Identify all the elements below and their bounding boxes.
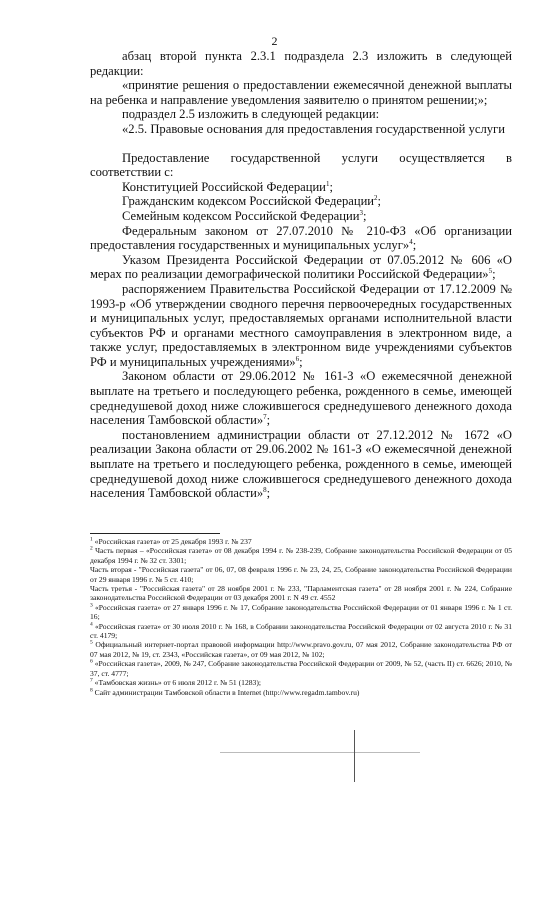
paragraph-text: Указом Президента Российской Федерации от 07.05.2012 № 606 «О мерах по реализации демографической политики Российской Федерации»: [90, 252, 512, 282]
footnote-number: 1: [90, 536, 93, 543]
footnote-number: 7: [90, 677, 93, 684]
paragraph-tail: ;: [299, 354, 303, 369]
paragraph: [90, 151, 512, 180]
footnotes: [90, 537, 512, 697]
footnote-number: 3: [90, 602, 93, 609]
paragraph-text: подраздел 2.5 изложить в следующей редакции:: [122, 107, 380, 122]
footnote: [90, 565, 512, 584]
paragraph-text: Конституцией Российской Федерации: [122, 179, 326, 194]
paragraph-text: Семейным кодексом Российской Федерации: [122, 208, 360, 223]
footnote-number: 4: [90, 621, 93, 628]
paragraph-text: Гражданским кодексом Российской Федерации: [122, 194, 375, 209]
paragraph: [90, 49, 512, 78]
footnote-ref[interactable]: 8: [263, 486, 267, 495]
footnote-number: 2: [90, 545, 93, 552]
paragraph-text: постановлением администрации области от 27.12.2012 № 1672 «О реализации Закона области от 29.06.2002 № 161-З «О ежемесячной денежной выплате на третьего и последующего ребенка, рожденного в семье, имеющей среднедушевой доход ниже сложившегося среднедушевого денежного дохода населения Тамбовской области»: [90, 427, 512, 501]
footnote-text: «Российская газета», 2009, № 247, Собрание законодательства Российской Федерации от 2009, № 52, (часть II) ст. 6626; 2010, № 37, ст. 4777;: [90, 659, 512, 678]
page-number: 2: [271, 34, 278, 48]
footnote-ref[interactable]: 2: [374, 194, 378, 203]
footnote-ref[interactable]: 6: [295, 354, 300, 363]
paragraph-text: распоряжением Правительства Российской Федерации от 17.12.2009 № 1993-р «Об утверждении сводного перечня первоочередных государственных и муниципальных услуг, предоставляемых органами исполнительной власти субъектов РФ и органами местного самоуправления в электронном виде, а также услуг, предоставляемых в электронном виде учреждениями субъектов РФ и муниципальных учреждениями»: [90, 281, 512, 369]
paragraph-text: абзац второй пункта 2.3.1 подраздела 2.3 изложить в следующей редакции:: [90, 49, 512, 78]
footnote-ref[interactable]: 3: [359, 208, 363, 217]
footnote-number: 5: [90, 639, 93, 646]
paragraph-tail: ;: [377, 194, 382, 209]
footnote: [90, 537, 512, 546]
footnote-text: Часть третья - "Российская газета" от 28 ноября 2001 г. № 233, "Парламентская газета" от 28 ноября 2001 г. № 224, Собрание законодательства Российской Федерации от 03 декабря 2001 г. N 49 ст. 4552: [90, 584, 512, 603]
scan-artifact-line: [220, 752, 420, 753]
footnote-text: «Тамбовская жизнь» от 6 июля 2012 г. № 51 (1283);: [94, 678, 261, 688]
paragraph-tail: ;: [362, 208, 367, 223]
paragraph-tail: ;: [492, 267, 496, 282]
footnote-text: «Российская газета» от 30 июля 2010 г. № 168, в Собрании законодательства Российской Федерации от 02 августа 2010 г. № 31 ст. 4179;: [90, 621, 512, 641]
footnote-text: Официальный интернет-портал правовой информации http://www.pravo.gov.ru, 07 мая 2012, Собрание законодательства РФ от 07 мая 2012, № 19, ст. 2343, «Российская газета», от 09 мая 2012, № 102;: [90, 640, 512, 659]
paragraph-text: «2.5. Правовые основания для предоставления государственной услуги: [122, 121, 505, 136]
footnote: [90, 603, 512, 622]
scan-artifact-mark: [354, 730, 355, 782]
paragraph: [90, 107, 512, 122]
footnote: [90, 584, 512, 603]
footnote-text: Часть первая – «Российская газета» от 08 декабря 1994 г. № 238-239, Собрание законодательства Российской Федерации от 05 декабря 1994 г. № 32 ст. 3301;: [90, 546, 512, 565]
footnote-ref[interactable]: 4: [409, 237, 413, 246]
law-item: [90, 209, 512, 224]
footnote-text: Сайт администрации Тамбовской области в Internet (http://www.regadm.tambov.ru): [94, 687, 360, 697]
footnote-number: 6: [90, 658, 93, 665]
footnote: [90, 622, 512, 641]
footnote: [90, 640, 512, 659]
footnote: [90, 659, 512, 678]
law-item: [90, 253, 512, 282]
law-item: [90, 194, 512, 209]
footnote-text: Часть вторая - "Российская газета" от 06, 07, 08 февраля 1996 г. № 23, 24, 25, Собрание законодательства Российской Федерации от 29 января 1996 г. № 5 ст. 410;: [90, 565, 512, 584]
paragraph-tail: ;: [412, 238, 417, 253]
paragraph-text: Предоставление государственной услуги осуществляется в соответствии с:: [90, 150, 512, 180]
law-item: [90, 180, 512, 195]
law-item: [90, 428, 512, 501]
body-text: [90, 49, 512, 501]
paragraph-tail: ;: [266, 413, 271, 428]
footnote: [90, 688, 512, 697]
paragraph-text: Федеральным законом от 27.07.2010 № 210-ФЗ «Об организации предоставления государственных и муниципальных услуг»: [90, 223, 512, 253]
law-item: [90, 369, 512, 427]
footnote-divider: [90, 533, 220, 534]
law-item: [90, 224, 512, 253]
section-heading: [90, 122, 512, 137]
footnote: [90, 678, 512, 687]
paragraph-tail: ;: [329, 179, 333, 194]
paragraph-text: Законом области от 29.06.2012 № 161-З «О ежемесячной денежной выплате на третьего и последующего ребенка, рожденного в семье, имеющей среднедушевой доход ниже сложившегося среднедушевого денежного дохода населения Тамбовской области»: [90, 369, 512, 428]
footnote: [90, 546, 512, 565]
footnote-text: «Российская газета» от 27 января 1996 г. № 17, Собрание законодательства Российской Федерации от 01 января 1996 г. № 1 ст. 16;: [90, 602, 512, 622]
paragraph-text: «принятие решения о предоставлении ежемесячной денежной выплаты на ребенка и направление уведомления заявителю о принятом решении;»;: [90, 78, 512, 107]
paragraph: [90, 78, 512, 107]
footnote-ref[interactable]: 5: [488, 267, 493, 276]
footnote-text: «Российская газета» от 25 декабря 1993 г. № 237: [94, 537, 252, 546]
footnote-ref[interactable]: 1: [325, 179, 330, 188]
paragraph-tail: ;: [266, 486, 271, 501]
footnote-number: 8: [90, 686, 93, 693]
law-item: [90, 282, 512, 370]
footnote-ref[interactable]: 7: [263, 413, 267, 422]
